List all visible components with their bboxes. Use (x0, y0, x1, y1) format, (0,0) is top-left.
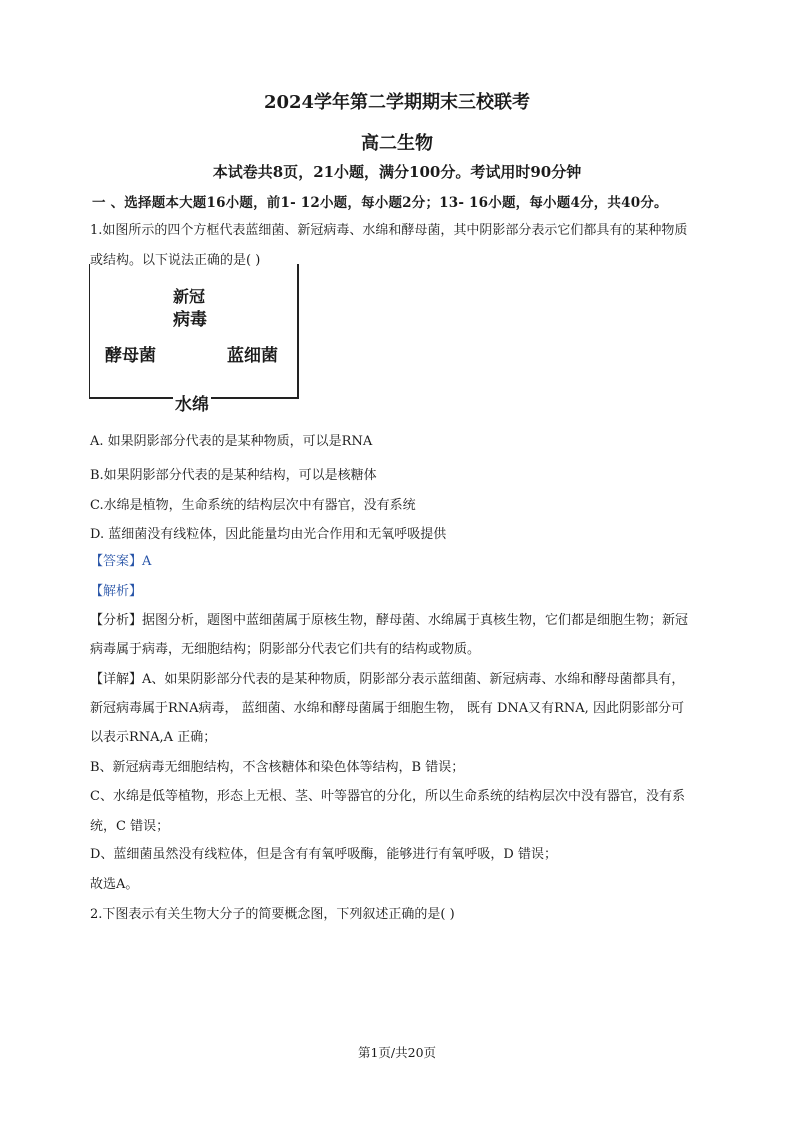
q1-option-b: B.如果阴影部分代表的是某种结构，可以是核糖体 (90, 468, 377, 483)
subject-title: 高二生物 (361, 133, 433, 154)
exam-info: 本试卷共8页，21小题，满分100分。考试用时90分钟 (212, 163, 582, 181)
q1-fenxi-line2: 病毒属于病毒，无细胞结构；阴影部分代表它们共有的结构或物质。 (90, 642, 481, 657)
q1-xiangjie-b: B、新冠病毒无细胞结构，不含核糖体和染色体等结构，B 错误； (90, 760, 465, 775)
q1-option-c: C.水绵是植物，生命系统的结构层次中有器官，没有系统 (90, 498, 416, 513)
q1-stem-line2: 或结构。以下说法正确的是( ) (90, 253, 261, 268)
diagram-label-spirogyra: 水绵 (173, 390, 211, 415)
exam-title: 2024学年第二学期期末三校联考 (263, 92, 531, 113)
q2-stem: 2.下图表示有关生物大分子的简要概念图，下列叙述正确的是( ) (90, 907, 455, 922)
q1-answer: 【答案】A (90, 554, 152, 569)
q1-xiangjie-line1: 【详解】A、如果阴影部分代表的是某种物质，阴影部分表示蓝细菌、新冠病毒、水绵和酵母菌都具有， (90, 672, 685, 687)
diagram-label-yeast: 酵母菌 (105, 346, 156, 366)
q1-xiangjie-c-line2: 统，C 错误； (90, 819, 170, 834)
q1-xiangjie-c-line1: C、水绵是低等植物，形态上无根、茎、叶等器官的分化，所以生命系统的结构层次中没有器官，没有系 (90, 789, 685, 804)
q1-xiangjie-line3: 以表示RNA,A 正确； (90, 730, 217, 745)
q1-diagram (89, 264, 299, 415)
q1-xiangjie-line2: 新冠病毒属于RNA病毒， 蓝细菌、水绵和酵母菌属于细胞生物， 既有 DNA又有RNA, 因此阴影部分可 (90, 701, 684, 716)
q1-conclusion: 故选A。 (90, 877, 139, 892)
q1-option-d: D. 蓝细菌没有线粒体，因此能量均由光合作用和无氧呼吸提供 (90, 527, 447, 542)
diagram-label-cyanobacteria: 蓝细菌 (227, 346, 278, 366)
q1-analysis-heading: 【解析】 (90, 584, 143, 599)
q1-stem-line1: 1.如图所示的四个方框代表蓝细菌、新冠病毒、水绵和酵母菌，其中阴影部分表示它们都具有的某种物质 (90, 223, 688, 238)
q1-xiangjie-d: D、蓝细菌虽然没有线粒体，但是含有有氧呼吸酶，能够进行有氧呼吸，D 错误； (90, 847, 557, 862)
diagram-label-virus-1: 新冠 (173, 287, 206, 306)
q1-fenxi-line1: 【分析】据图分析，题图中蓝细菌属于原核生物，酵母菌、水绵属于真核生物，它们都是细胞生物；新冠 (90, 613, 689, 628)
q1-option-a: A. 如果阴影部分代表的是某种物质，可以是RNA (90, 434, 373, 449)
diagram-label-virus-2: 病毒 (173, 310, 207, 330)
page-number: 第1页/共20页 (357, 1045, 437, 1060)
section-heading: 一 、选择题本大题16小题，前1- 12小题，每小题2分；13- 16小题，每小题4分，共40分。 (92, 195, 668, 211)
